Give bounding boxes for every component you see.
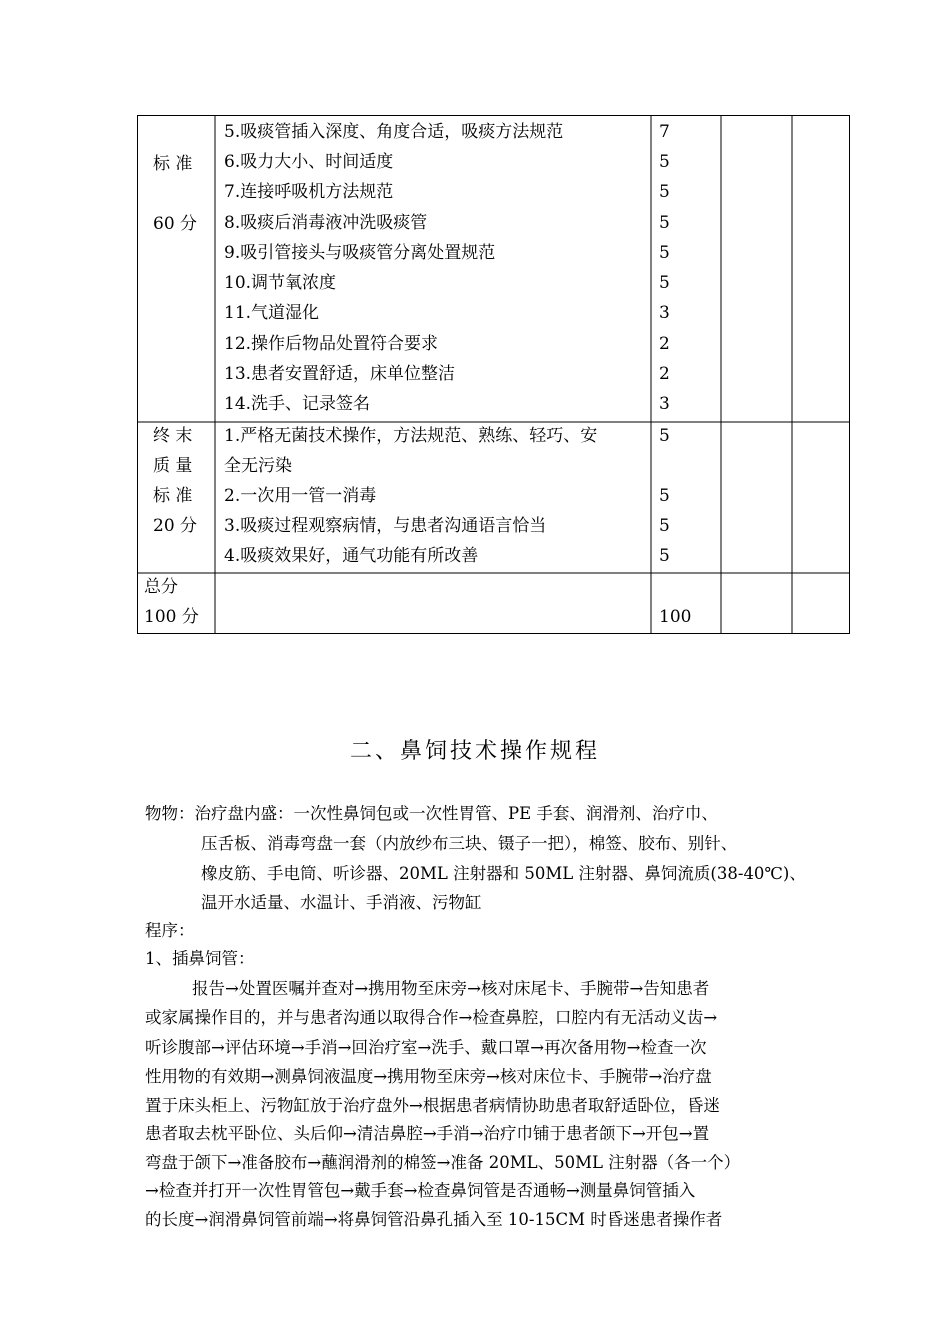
total-label: 总分	[144, 577, 178, 597]
procedure-heading: 程序：	[145, 921, 195, 940]
criteria-score: 5	[659, 486, 670, 506]
category-label: 60 分	[153, 214, 198, 234]
criteria-score: 3	[659, 394, 670, 414]
criteria-score: 5	[659, 182, 670, 202]
criteria-item: 7.连接呼吸机方法规范	[224, 182, 394, 202]
criteria-item: 13.患者安置舒适，床单位整洁	[224, 364, 456, 384]
criteria-item: 4.吸痰效果好，通气功能有所改善	[224, 546, 479, 566]
criteria-item: 全无污染	[224, 456, 292, 476]
procedure-paragraph-line: 听诊腹部→评估环境→手消→回治疗室→洗手、戴口罩→再次备用物→检查一次	[145, 1038, 707, 1057]
criteria-score: 5	[659, 273, 670, 293]
criteria-item: 2.一次用一管一消毒	[224, 486, 377, 506]
category-label: 标 准	[153, 154, 193, 174]
category-label: 终 末	[153, 426, 193, 446]
criteria-score: 5	[659, 546, 670, 566]
total-points-label: 100 分	[144, 607, 199, 627]
total-score: 100	[659, 607, 692, 627]
criteria-score: 5	[659, 152, 670, 172]
category-label: 质 量	[153, 456, 193, 476]
criteria-score: 7	[659, 122, 670, 142]
criteria-score: 5	[659, 213, 670, 233]
procedure-paragraph-line: 的长度→润滑鼻饲管前端→将鼻饲管沿鼻孔插入至 10-15CM 时昏迷患者操作者	[145, 1210, 723, 1229]
criteria-item: 3.吸痰过程观察病情，与患者沟通语言恰当	[224, 516, 547, 536]
materials-line: 橡皮筋、手电筒、听诊器、20ML 注射器和 50ML 注射器、鼻饲流质(38-40℃)、	[201, 864, 806, 883]
criteria-score: 2	[659, 334, 670, 354]
step-heading: 1、插鼻饲管：	[145, 949, 255, 968]
materials-line: 压舌板、消毒弯盘一套（内放纱布三块、镊子一把），棉签、胶布、别针、	[201, 834, 738, 853]
criteria-item: 8.吸痰后消毒液冲洗吸痰管	[224, 213, 428, 233]
criteria-item: 5.吸痰管插入深度、角度合适，吸痰方法规范	[224, 122, 564, 142]
procedure-paragraph-line: 或家属操作目的，并与患者沟通以取得合作→检查鼻腔，口腔内有无活动义齿→	[145, 1008, 718, 1027]
procedure-paragraph-line: 置于床头柜上、污物缸放于治疗盘外→根据患者病情协助患者取舒适卧位，昏迷	[145, 1096, 720, 1115]
procedure-paragraph-line: 弯盘于颌下→准备胶布→蘸润滑剂的棉签→准备 20ML、50ML 注射器（各一个）	[145, 1153, 741, 1172]
criteria-item: 6.吸力大小、时间适度	[224, 152, 394, 172]
criteria-item: 14.洗手、记录签名	[224, 394, 371, 414]
procedure-paragraph-line: →检查并打开一次性胃管包→戴手套→检查鼻饲管是否通畅→测量鼻饲管插入	[145, 1181, 696, 1200]
scoring-table	[137, 115, 850, 634]
criteria-score: 3	[659, 303, 670, 323]
criteria-score: 5	[659, 243, 670, 263]
section-title: 二、鼻饲技术操作规程	[349, 739, 600, 764]
materials-line: 物物：治疗盘内盛：一次性鼻饲包或一次性胃管、PE 手套、润滑剂、治疗巾、	[145, 804, 718, 823]
criteria-score: 5	[659, 426, 670, 446]
category-label: 20 分	[153, 516, 198, 536]
procedure-paragraph-line: 患者取去枕平卧位、头后仰→清洁鼻腔→手消→治疗巾铺于患者颌下→开包→置	[145, 1124, 710, 1143]
criteria-item: 9.吸引管接头与吸痰管分离处置规范	[224, 243, 496, 263]
criteria-item: 12.操作后物品处置符合要求	[224, 334, 439, 354]
criteria-item: 11.气道湿化	[224, 303, 320, 323]
criteria-score: 5	[659, 516, 670, 536]
criteria-item: 10.调节氧浓度	[224, 273, 337, 293]
criteria-score: 2	[659, 364, 670, 384]
criteria-item: 1.严格无菌技术操作，方法规范、熟练、轻巧、安	[224, 426, 598, 446]
procedure-paragraph-line: 报告→处置医嘱并查对→携用物至床旁→核对床尾卡、手腕带→告知患者	[192, 979, 710, 998]
category-label: 标 准	[153, 486, 193, 506]
materials-line: 温开水适量、水温计、手消液、污物缸	[201, 893, 482, 912]
procedure-paragraph-line: 性用物的有效期→测鼻饲液温度→携用物至床旁→核对床位卡、手腕带→治疗盘	[145, 1067, 712, 1086]
